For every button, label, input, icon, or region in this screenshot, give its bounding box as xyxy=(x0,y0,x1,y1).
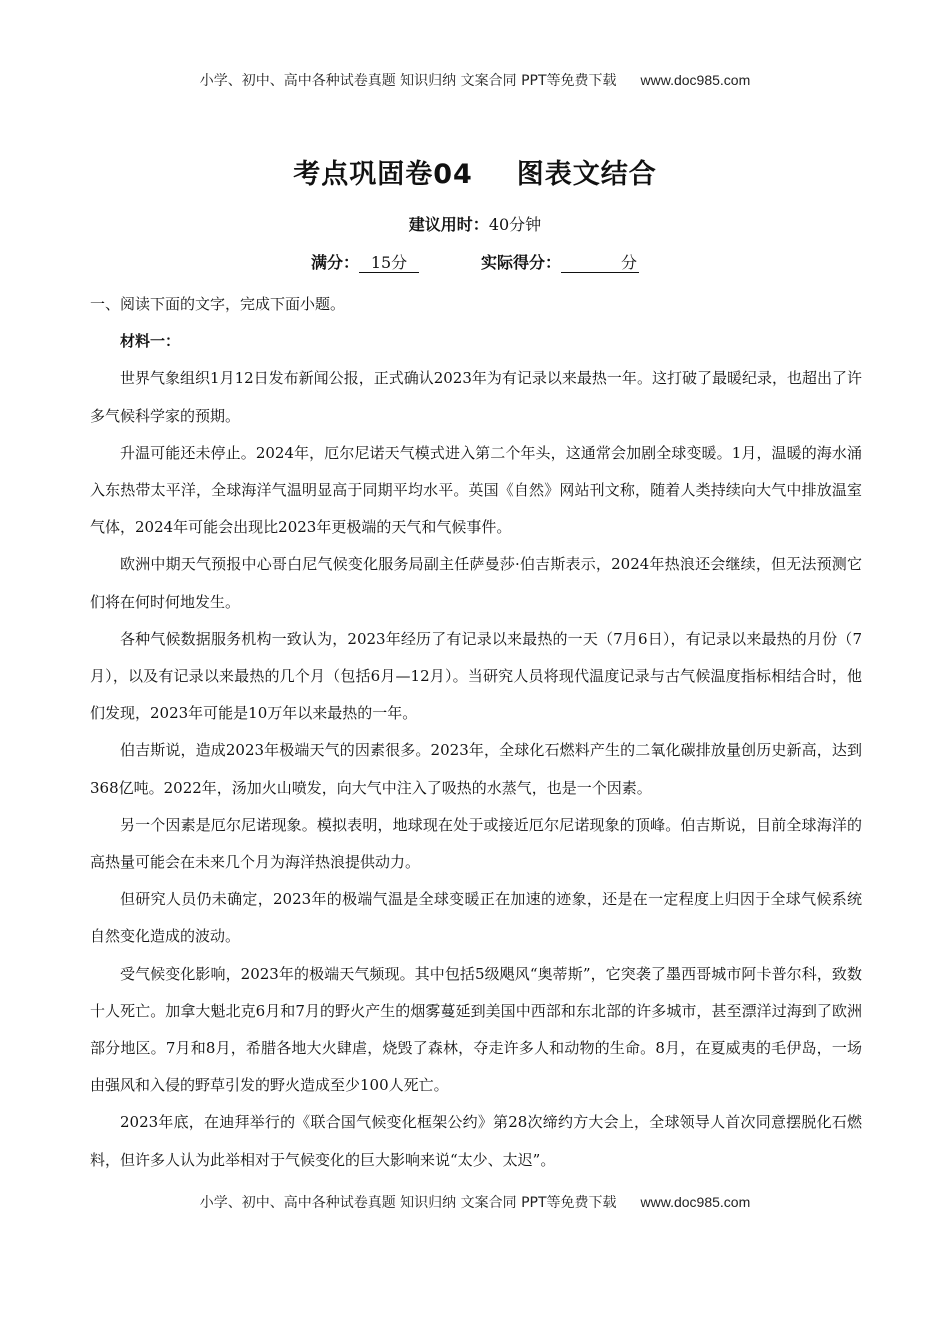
paragraph: 但研究人员仍未确定，2023年的极端气温是全球变暖正在加速的迹象，还是在一定程度上归因于全球气候系统自然变化造成的波动。 xyxy=(90,890,862,946)
full-score-label: 满分： xyxy=(310,253,359,272)
header-text: 小学、初中、高中各种试卷真题 知识归纳 文案合同 PPT等免费下载 xyxy=(199,73,617,89)
paragraph: 世界气象组织1月12日发布新闻公报，正式确认2023年为有记录以来最热一年。这打破了最暖纪录，也超出了许多气候科学家的预期。 xyxy=(90,369,862,425)
paragraph: 另一个因素是厄尔尼诺现象。模拟表明，地球现在处于或接近厄尔尼诺现象的顶峰。伯吉斯说，目前全球海洋的高热量可能会在未来几个月为海洋热浪提供动力。 xyxy=(90,815,862,872)
paragraph: 受气候变化影响，2023年的极端天气频现。其中包括5级飓风“奥蒂斯”，它突袭了墨西哥城市阿卡普尔科，致数十人死亡。加拿大魁北克6月和7月的野火产生的烟雾蔓延到美国中西部和东北部的许多城市，甚至漂洋过海到了欧洲部分地区。7月和8月，希腊各地大火肆虐，烧毁了森林，夺走许多人和动物的生命。8月，在夏威夷的毛伊岛，一场由强风和入侵的野草引发的野火造成至少100人死亡。 xyxy=(90,964,862,1095)
score-line xyxy=(0,250,950,273)
header-site-link[interactable]: www.doc985.com xyxy=(640,72,751,88)
page-title xyxy=(0,152,950,191)
title-part2: 图表文结合 xyxy=(516,159,657,190)
paragraph: 伯吉斯说，造成2023年极端天气的因素很多。2023年，全球化石燃料产生的二氧化碳排放量创历史新高，达到368亿吨。2022年，汤加火山喷发，向大气中注入了吸热的水蒸气，也是一个因素。 xyxy=(90,741,862,797)
time-label: 建议用时： xyxy=(408,215,489,234)
paragraph: 各种气候数据服务机构一致认为，2023年经历了有记录以来最热的一天（7月6日），有记录以来最热的月份（7月），以及有记录以来最热的几个月（包括6月—12月）。当研究人员将现代温度记录与古气候温度指标相结合时，他们发现，2023年可能是10万年以来最热的一年。 xyxy=(90,629,862,723)
full-score-value: 15分 xyxy=(359,254,419,273)
title-part1: 考点巩固卷04 xyxy=(293,159,473,190)
actual-score-blank[interactable]: 分 xyxy=(561,254,639,273)
paragraph: 2023年底，在迪拜举行的《联合国气候变化框架公约》第28次缔约方大会上，全球领导人首次同意摆脱化石燃料，但许多人认为此举相对于气候变化的巨大影响来说“太少、太迟”。 xyxy=(90,1113,862,1169)
time-value: 40分钟 xyxy=(488,215,542,234)
page-header xyxy=(0,70,950,90)
suggested-time xyxy=(0,212,950,235)
page-footer xyxy=(0,1192,950,1212)
paragraph: 欧洲中期天气预报中心哥白尼气候变化服务局副主任萨曼莎·伯吉斯表示，2024年热浪还会继续，但无法预测它们将在何时何地发生。 xyxy=(90,555,862,611)
section-instruction: 一、阅读下面的文字，完成下面小题。 xyxy=(90,295,346,313)
actual-score-label: 实际得分： xyxy=(481,253,562,272)
paragraph: 升温可能还未停止。2024年，厄尔尼诺天气模式进入第二个年头，这通常会加剧全球变暖。1月，温暖的海水涌入东热带太平洋，全球海洋气温明显高于同期平均水平。英国《自然》网站刊文称，随着人类持续向大气中排放温室气体，2024年可能会出现比2023年更极端的天气和气候事件。 xyxy=(90,443,862,537)
footer-site-link[interactable]: www.doc985.com xyxy=(640,1194,751,1210)
material-title: 材料一： xyxy=(120,332,181,351)
footer-text: 小学、初中、高中各种试卷真题 知识归纳 文案合同 PPT等免费下载 xyxy=(199,1195,617,1211)
reading-section xyxy=(90,286,862,1179)
